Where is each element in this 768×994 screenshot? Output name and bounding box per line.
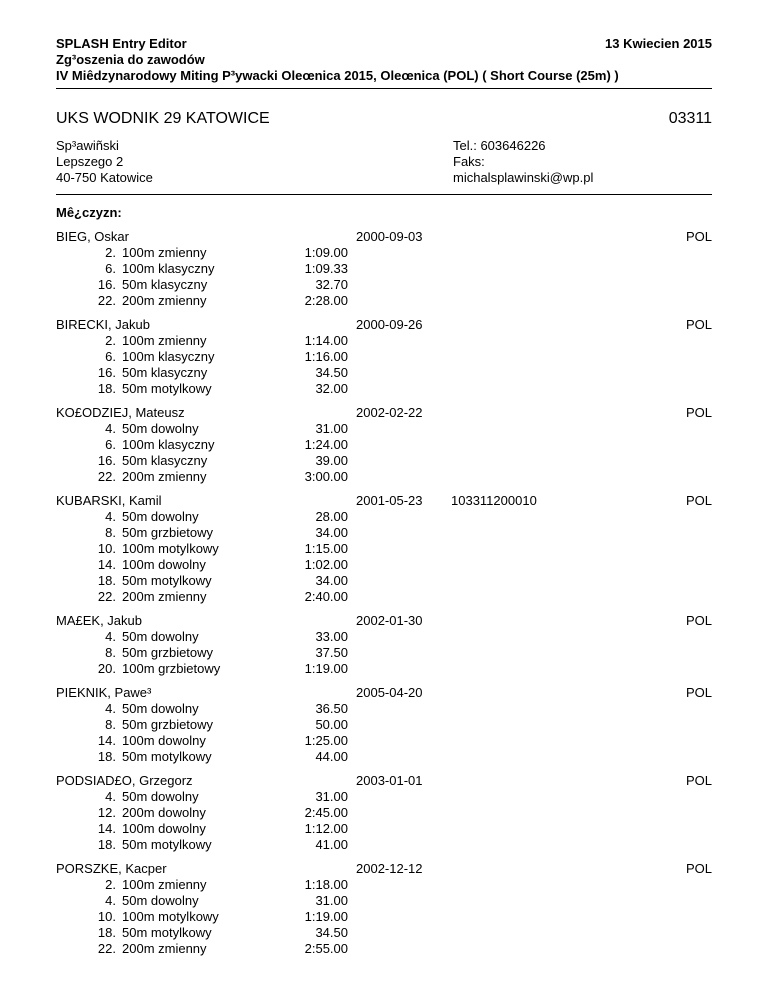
entry-time: 2:45.00 bbox=[304, 805, 348, 820]
entry-time: 3:00.00 bbox=[304, 469, 348, 484]
entry-time: 1:09.00 bbox=[304, 245, 348, 260]
event-name: 50m motylkowy bbox=[122, 749, 212, 764]
entry-time: 2:40.00 bbox=[304, 589, 348, 604]
event-number: 4. bbox=[105, 629, 116, 644]
birth-date: 2001-05-23 bbox=[356, 493, 423, 508]
telephone: Tel.: 603646226 bbox=[453, 138, 546, 153]
nationality: POL bbox=[685, 773, 712, 788]
event-name: 100m dowolny bbox=[122, 821, 206, 836]
entry-list bbox=[56, 789, 356, 853]
birth-date: 2000-09-03 bbox=[356, 229, 423, 244]
event-name: 200m dowolny bbox=[122, 805, 206, 820]
event-name: 50m dowolny bbox=[122, 421, 199, 436]
entry-row bbox=[56, 893, 356, 909]
athlete-name: BIEG, Oskar bbox=[56, 229, 129, 244]
event-name: 50m dowolny bbox=[122, 893, 199, 908]
entry-time: 2:28.00 bbox=[304, 293, 348, 308]
entry-time: 31.00 bbox=[315, 893, 348, 908]
fax: Faks: bbox=[453, 154, 485, 169]
entry-row bbox=[56, 453, 356, 469]
event-number: 2. bbox=[105, 333, 116, 348]
entry-time: 2:55.00 bbox=[304, 941, 348, 956]
athlete-name: PORSZKE, Kacper bbox=[56, 861, 167, 876]
event-number: 6. bbox=[105, 349, 116, 364]
event-name: 100m dowolny bbox=[122, 557, 206, 572]
event-name: 50m dowolny bbox=[122, 789, 199, 804]
entry-row bbox=[56, 629, 356, 645]
event-name: 50m dowolny bbox=[122, 701, 199, 716]
entry-time: 50.00 bbox=[315, 717, 348, 732]
club-code: 03311 bbox=[668, 110, 712, 127]
event-number: 6. bbox=[105, 437, 116, 452]
nationality: POL bbox=[685, 405, 712, 420]
nationality: POL bbox=[685, 493, 712, 508]
meet-title: IV Miêdzynarodowy Miting P³ywacki Oleœnica 2015, Oleœnica (POL) ( Short Course (25m) ) bbox=[56, 68, 619, 83]
event-name: 200m zmienny bbox=[122, 469, 207, 484]
event-name: 100m zmienny bbox=[122, 333, 207, 348]
birth-date: 2000-09-26 bbox=[356, 317, 423, 332]
entry-row bbox=[56, 837, 356, 853]
event-name: 200m zmienny bbox=[122, 941, 207, 956]
entry-time: 1:19.00 bbox=[304, 909, 348, 924]
event-number: 20. bbox=[97, 661, 116, 676]
entry-row bbox=[56, 557, 356, 573]
event-number: 18. bbox=[97, 837, 116, 852]
event-number: 8. bbox=[105, 525, 116, 540]
entry-row bbox=[56, 789, 356, 805]
event-name: 100m motylkowy bbox=[122, 541, 219, 556]
entry-row bbox=[56, 469, 356, 485]
nationality: POL bbox=[685, 229, 712, 244]
birth-date: 2002-01-30 bbox=[356, 613, 423, 628]
entry-list bbox=[56, 421, 356, 485]
athlete-name: MA£EK, Jakub bbox=[56, 613, 142, 628]
club-contact bbox=[453, 138, 593, 186]
entry-time: 34.00 bbox=[315, 573, 348, 588]
event-number: 18. bbox=[97, 925, 116, 940]
entry-time: 33.00 bbox=[315, 629, 348, 644]
entry-time: 34.00 bbox=[315, 525, 348, 540]
entry-row bbox=[56, 645, 356, 661]
entry-row bbox=[56, 541, 356, 557]
event-number: 10. bbox=[97, 541, 116, 556]
event-number: 8. bbox=[105, 717, 116, 732]
entry-list bbox=[56, 245, 356, 309]
event-number: 4. bbox=[105, 509, 116, 524]
entry-time: 39.00 bbox=[315, 453, 348, 468]
entry-row bbox=[56, 941, 356, 957]
athlete-name: PIEKNIK, Pawe³ bbox=[56, 685, 152, 700]
club-address bbox=[56, 138, 153, 186]
entry-time: 32.00 bbox=[315, 381, 348, 396]
entry-time: 1:18.00 bbox=[304, 877, 348, 892]
event-name: 50m motylkowy bbox=[122, 573, 212, 588]
event-name: 100m klasyczny bbox=[122, 437, 215, 452]
city: 40-750 Katowice bbox=[56, 170, 153, 185]
event-name: 50m klasyczny bbox=[122, 365, 208, 380]
entry-time: 31.00 bbox=[315, 789, 348, 804]
header-divider bbox=[56, 88, 712, 89]
event-number: 22. bbox=[97, 941, 116, 956]
event-name: 50m klasyczny bbox=[122, 277, 208, 292]
entry-time: 1:12.00 bbox=[304, 821, 348, 836]
birth-date: 2005-04-20 bbox=[356, 685, 423, 700]
event-name: 50m grzbietowy bbox=[122, 525, 214, 540]
event-number: 4. bbox=[105, 421, 116, 436]
entry-time: 31.00 bbox=[315, 421, 348, 436]
street: Lepszego 2 bbox=[56, 154, 124, 169]
event-number: 22. bbox=[97, 469, 116, 484]
athlete-name: PODSIAD£O, Grzegorz bbox=[56, 773, 193, 788]
entry-row bbox=[56, 333, 356, 349]
entry-row bbox=[56, 573, 356, 589]
event-number: 16. bbox=[97, 453, 116, 468]
event-number: 4. bbox=[105, 701, 116, 716]
event-number: 14. bbox=[97, 557, 116, 572]
event-name: 50m grzbietowy bbox=[122, 717, 214, 732]
entry-list bbox=[56, 877, 356, 957]
entry-row bbox=[56, 525, 356, 541]
entry-list bbox=[56, 509, 356, 605]
entry-list bbox=[56, 701, 356, 765]
event-number: 18. bbox=[97, 573, 116, 588]
event-number: 18. bbox=[97, 749, 116, 764]
entry-time: 1:24.00 bbox=[304, 437, 348, 452]
event-name: 100m klasyczny bbox=[122, 349, 215, 364]
entry-time: 1:16.00 bbox=[304, 349, 348, 364]
event-number: 18. bbox=[97, 381, 116, 396]
entry-time: 44.00 bbox=[315, 749, 348, 764]
entry-row bbox=[56, 261, 356, 277]
entry-time: 1:25.00 bbox=[304, 733, 348, 748]
entry-row bbox=[56, 749, 356, 765]
gender-heading: Mê¿czyzn: bbox=[56, 205, 122, 220]
entry-row bbox=[56, 349, 356, 365]
event-number: 12. bbox=[97, 805, 116, 820]
event-name: 50m dowolny bbox=[122, 509, 199, 524]
event-number: 22. bbox=[97, 293, 116, 308]
entry-time: 1:19.00 bbox=[304, 661, 348, 676]
entry-time: 41.00 bbox=[315, 837, 348, 852]
entry-row bbox=[56, 381, 356, 397]
entry-time: 34.50 bbox=[315, 365, 348, 380]
event-name: 50m motylkowy bbox=[122, 381, 212, 396]
entry-row bbox=[56, 437, 356, 453]
event-number: 8. bbox=[105, 645, 116, 660]
entry-row bbox=[56, 365, 356, 381]
entry-row bbox=[56, 701, 356, 717]
event-name: 50m klasyczny bbox=[122, 453, 208, 468]
entry-time: 1:15.00 bbox=[304, 541, 348, 556]
event-name: 100m zmienny bbox=[122, 877, 207, 892]
event-name: 200m zmienny bbox=[122, 589, 207, 604]
event-number: 16. bbox=[97, 365, 116, 380]
athlete-name: BIRECKI, Jakub bbox=[56, 317, 150, 332]
event-name: 100m motylkowy bbox=[122, 909, 219, 924]
entry-row bbox=[56, 717, 356, 733]
event-number: 2. bbox=[105, 245, 116, 260]
event-name: 50m motylkowy bbox=[122, 925, 212, 940]
entry-row bbox=[56, 277, 356, 293]
club-name: UKS WODNIK 29 KATOWICE bbox=[56, 110, 270, 127]
email: michalsplawinski@wp.pl bbox=[453, 170, 594, 185]
event-name: 100m zmienny bbox=[122, 245, 207, 260]
event-name: 50m dowolny bbox=[122, 629, 199, 644]
event-number: 6. bbox=[105, 261, 116, 276]
entry-list bbox=[56, 629, 356, 677]
event-number: 10. bbox=[97, 909, 116, 924]
athlete-name: KUBARSKI, Kamil bbox=[56, 493, 162, 508]
entry-time: 34.50 bbox=[315, 925, 348, 940]
event-number: 14. bbox=[97, 821, 116, 836]
event-name: 50m motylkowy bbox=[122, 837, 212, 852]
entry-time: 28.00 bbox=[315, 509, 348, 524]
event-number: 4. bbox=[105, 893, 116, 908]
event-number: 4. bbox=[105, 789, 116, 804]
club-heading bbox=[56, 110, 712, 128]
entry-row bbox=[56, 733, 356, 749]
report-date: 13 Kwiecien 2015 bbox=[605, 36, 712, 51]
entry-list bbox=[56, 333, 356, 397]
birth-date: 2003-01-01 bbox=[356, 773, 423, 788]
club-divider bbox=[56, 194, 712, 195]
contact-name: Sp³awiñski bbox=[56, 138, 119, 153]
event-name: 100m grzbietowy bbox=[122, 661, 221, 676]
nationality: POL bbox=[685, 861, 712, 876]
entry-time: 37.50 bbox=[315, 645, 348, 660]
birth-date: 2002-12-12 bbox=[356, 861, 423, 876]
entry-row bbox=[56, 805, 356, 821]
event-number: 2. bbox=[105, 877, 116, 892]
event-name: 200m zmienny bbox=[122, 293, 207, 308]
license-number: 103311200010 bbox=[451, 493, 537, 508]
entry-row bbox=[56, 909, 356, 925]
entry-time: 1:09.33 bbox=[304, 261, 348, 276]
event-number: 14. bbox=[97, 733, 116, 748]
entry-time: 1:14.00 bbox=[304, 333, 348, 348]
birth-date: 2002-02-22 bbox=[356, 405, 423, 420]
event-name: 50m grzbietowy bbox=[122, 645, 214, 660]
entry-row bbox=[56, 877, 356, 893]
entry-time: 1:02.00 bbox=[304, 557, 348, 572]
event-number: 16. bbox=[97, 277, 116, 292]
athlete-name: KO£ODZIEJ, Mateusz bbox=[56, 405, 185, 420]
event-name: 100m dowolny bbox=[122, 733, 206, 748]
event-number: 22. bbox=[97, 589, 116, 604]
entry-time: 36.50 bbox=[315, 701, 348, 716]
entry-row bbox=[56, 509, 356, 525]
entry-row bbox=[56, 293, 356, 309]
report-subtitle: Zg³oszenia do zawodów bbox=[56, 52, 205, 67]
app-name: SPLASH Entry Editor bbox=[56, 36, 187, 51]
entry-row bbox=[56, 421, 356, 437]
entry-row bbox=[56, 661, 356, 677]
entry-row bbox=[56, 821, 356, 837]
report-header bbox=[56, 36, 712, 84]
entry-row bbox=[56, 245, 356, 261]
event-name: 100m klasyczny bbox=[122, 261, 215, 276]
entry-row bbox=[56, 589, 356, 605]
entry-row bbox=[56, 925, 356, 941]
nationality: POL bbox=[685, 317, 712, 332]
nationality: POL bbox=[685, 685, 712, 700]
nationality: POL bbox=[685, 613, 712, 628]
entry-time: 32.70 bbox=[315, 277, 348, 292]
